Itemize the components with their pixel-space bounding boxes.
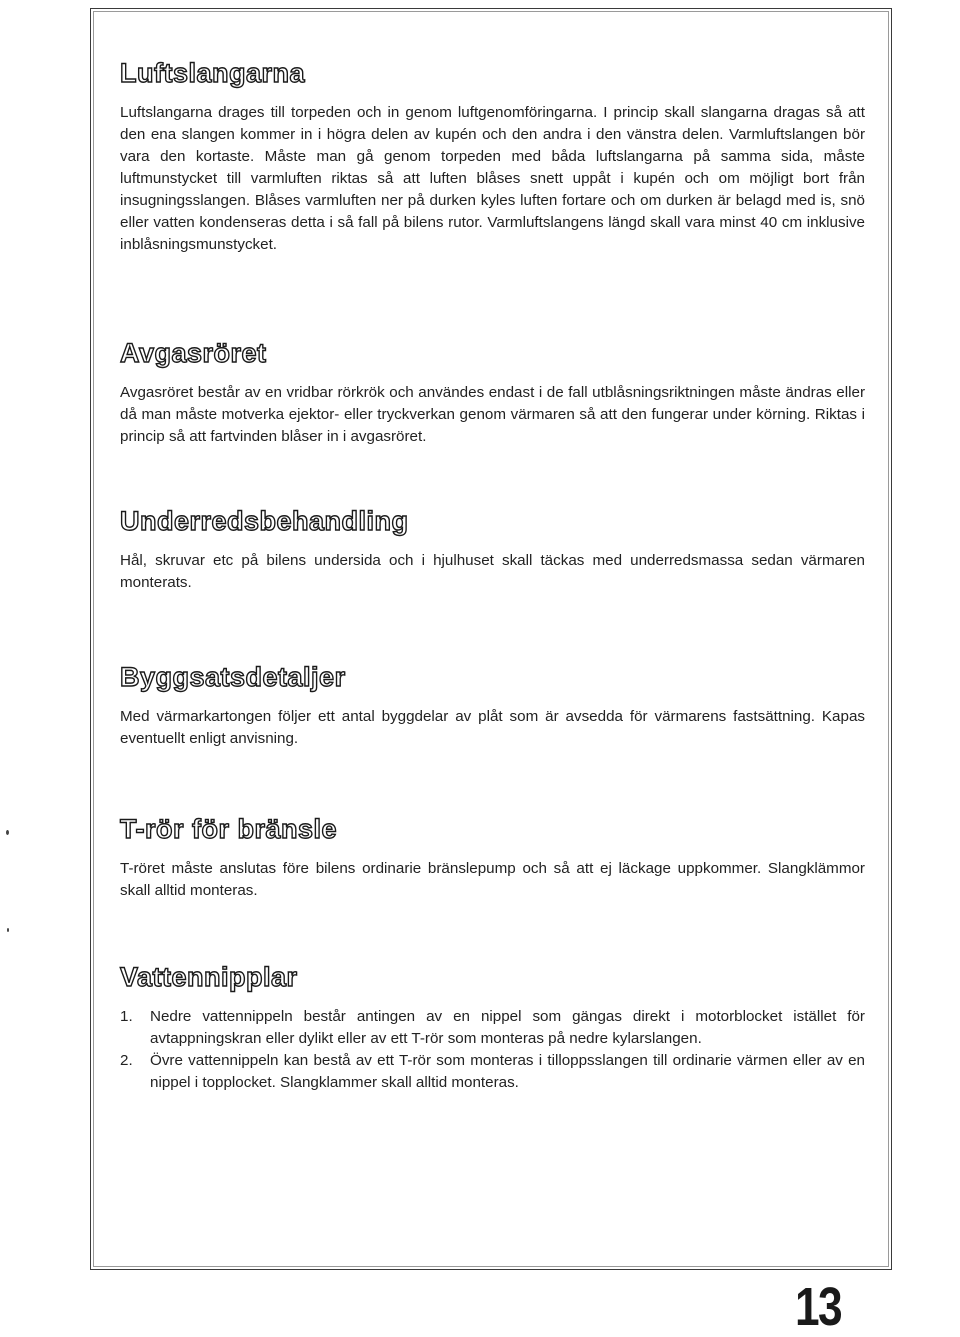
list-item-text: Övre vattennippeln kan bestå av ett T-rör som monteras i tilloppsslangen till ordinarie värmen eller av en nippel i topplocket. Slangklammer skall alltid monteras.	[150, 1052, 865, 1091]
list-item-number: 2.	[120, 1052, 133, 1069]
paragraph-byggsatsdetaljer: Med värmarkartongen följer ett antal byggdelar av plåt som är avsedda för värmarens fastsättning. Kapas eventuellt enligt anvisning.	[120, 708, 865, 747]
heading-luftslangarna: Luftslangarna	[120, 58, 306, 88]
list-item	[120, 1050, 865, 1094]
section-byggsatsdetaljer	[120, 664, 865, 750]
section-avgasroret	[120, 340, 865, 448]
paragraph-luftslangarna: Luftslangarna drages till torpeden och in genom luftgenomföringarna. I princip skall slangarna dragas så att den ena slangen kommer in i högra delen av kupén och den andra i den vänstra delen. Varmluftslangen bör vara den kortaste. Måste man gå genom torpeden med båda luftslangarna på samma sida, måste luftmunstycket till varmluften riktas så att luften blåses snett uppåt i kupén och om möjligt bort från insugningsslangen. Blåses varmluften ner på durken kyles luften fortare och om durken är belagd med is, snö eller vatten kondenseras detta i så fall på bilens rutor. Varmluftslangens längd skall vara minst 40 cm inklusive inblåsningsmunstycket.	[120, 104, 865, 253]
list-item-text: Nedre vattennippeln består antingen av en nippel som gängas direkt i motorblocket istället för avtappningskran eller dylikt eller av ett T-rör som monteras på nedre kylarslangen.	[150, 1008, 865, 1047]
heading-avgasroret: Avgasröret	[120, 338, 267, 368]
scan-speck	[7, 928, 9, 932]
heading-vattennipplar: Vattennipplar	[120, 962, 298, 992]
heading-underredsbehandling: Underredsbehandling	[120, 506, 409, 536]
list-item	[120, 1006, 865, 1050]
paragraph-t-ror-for-bransle: T-röret måste anslutas före bilens ordinarie bränslepump och så att ej läckage uppkommer. Slangklämmor skall alltid monteras.	[120, 860, 865, 899]
section-underredsbehandling	[120, 508, 865, 594]
paragraph-underredsbehandling: Hål, skruvar etc på bilens undersida och i hjulhuset skall täckas med underredsmassa sedan värmaren monterats.	[120, 552, 865, 591]
heading-t-ror-for-bransle: T-rör för bränsle	[120, 814, 338, 844]
list-item-number: 1.	[120, 1008, 133, 1025]
heading-byggsatsdetaljer: Byggsatsdetaljer	[120, 662, 346, 692]
vattennipplar-list	[120, 1006, 865, 1094]
section-t-ror-for-bransle	[120, 816, 865, 902]
section-vattennipplar	[120, 964, 865, 1094]
page-number: 13	[795, 1277, 841, 1337]
section-luftslangarna	[120, 60, 865, 256]
paragraph-avgasroret: Avgasröret består av en vridbar rörkrök och användes endast i de fall utblåsningsriktningen måste ändras eller då man måste motverka ejektor- eller tryckverkan genom värmaren så att den fungerar under körning. Riktas i princip så att fartvinden blåser in i avgasröret.	[120, 384, 865, 445]
scan-speck	[6, 830, 9, 835]
